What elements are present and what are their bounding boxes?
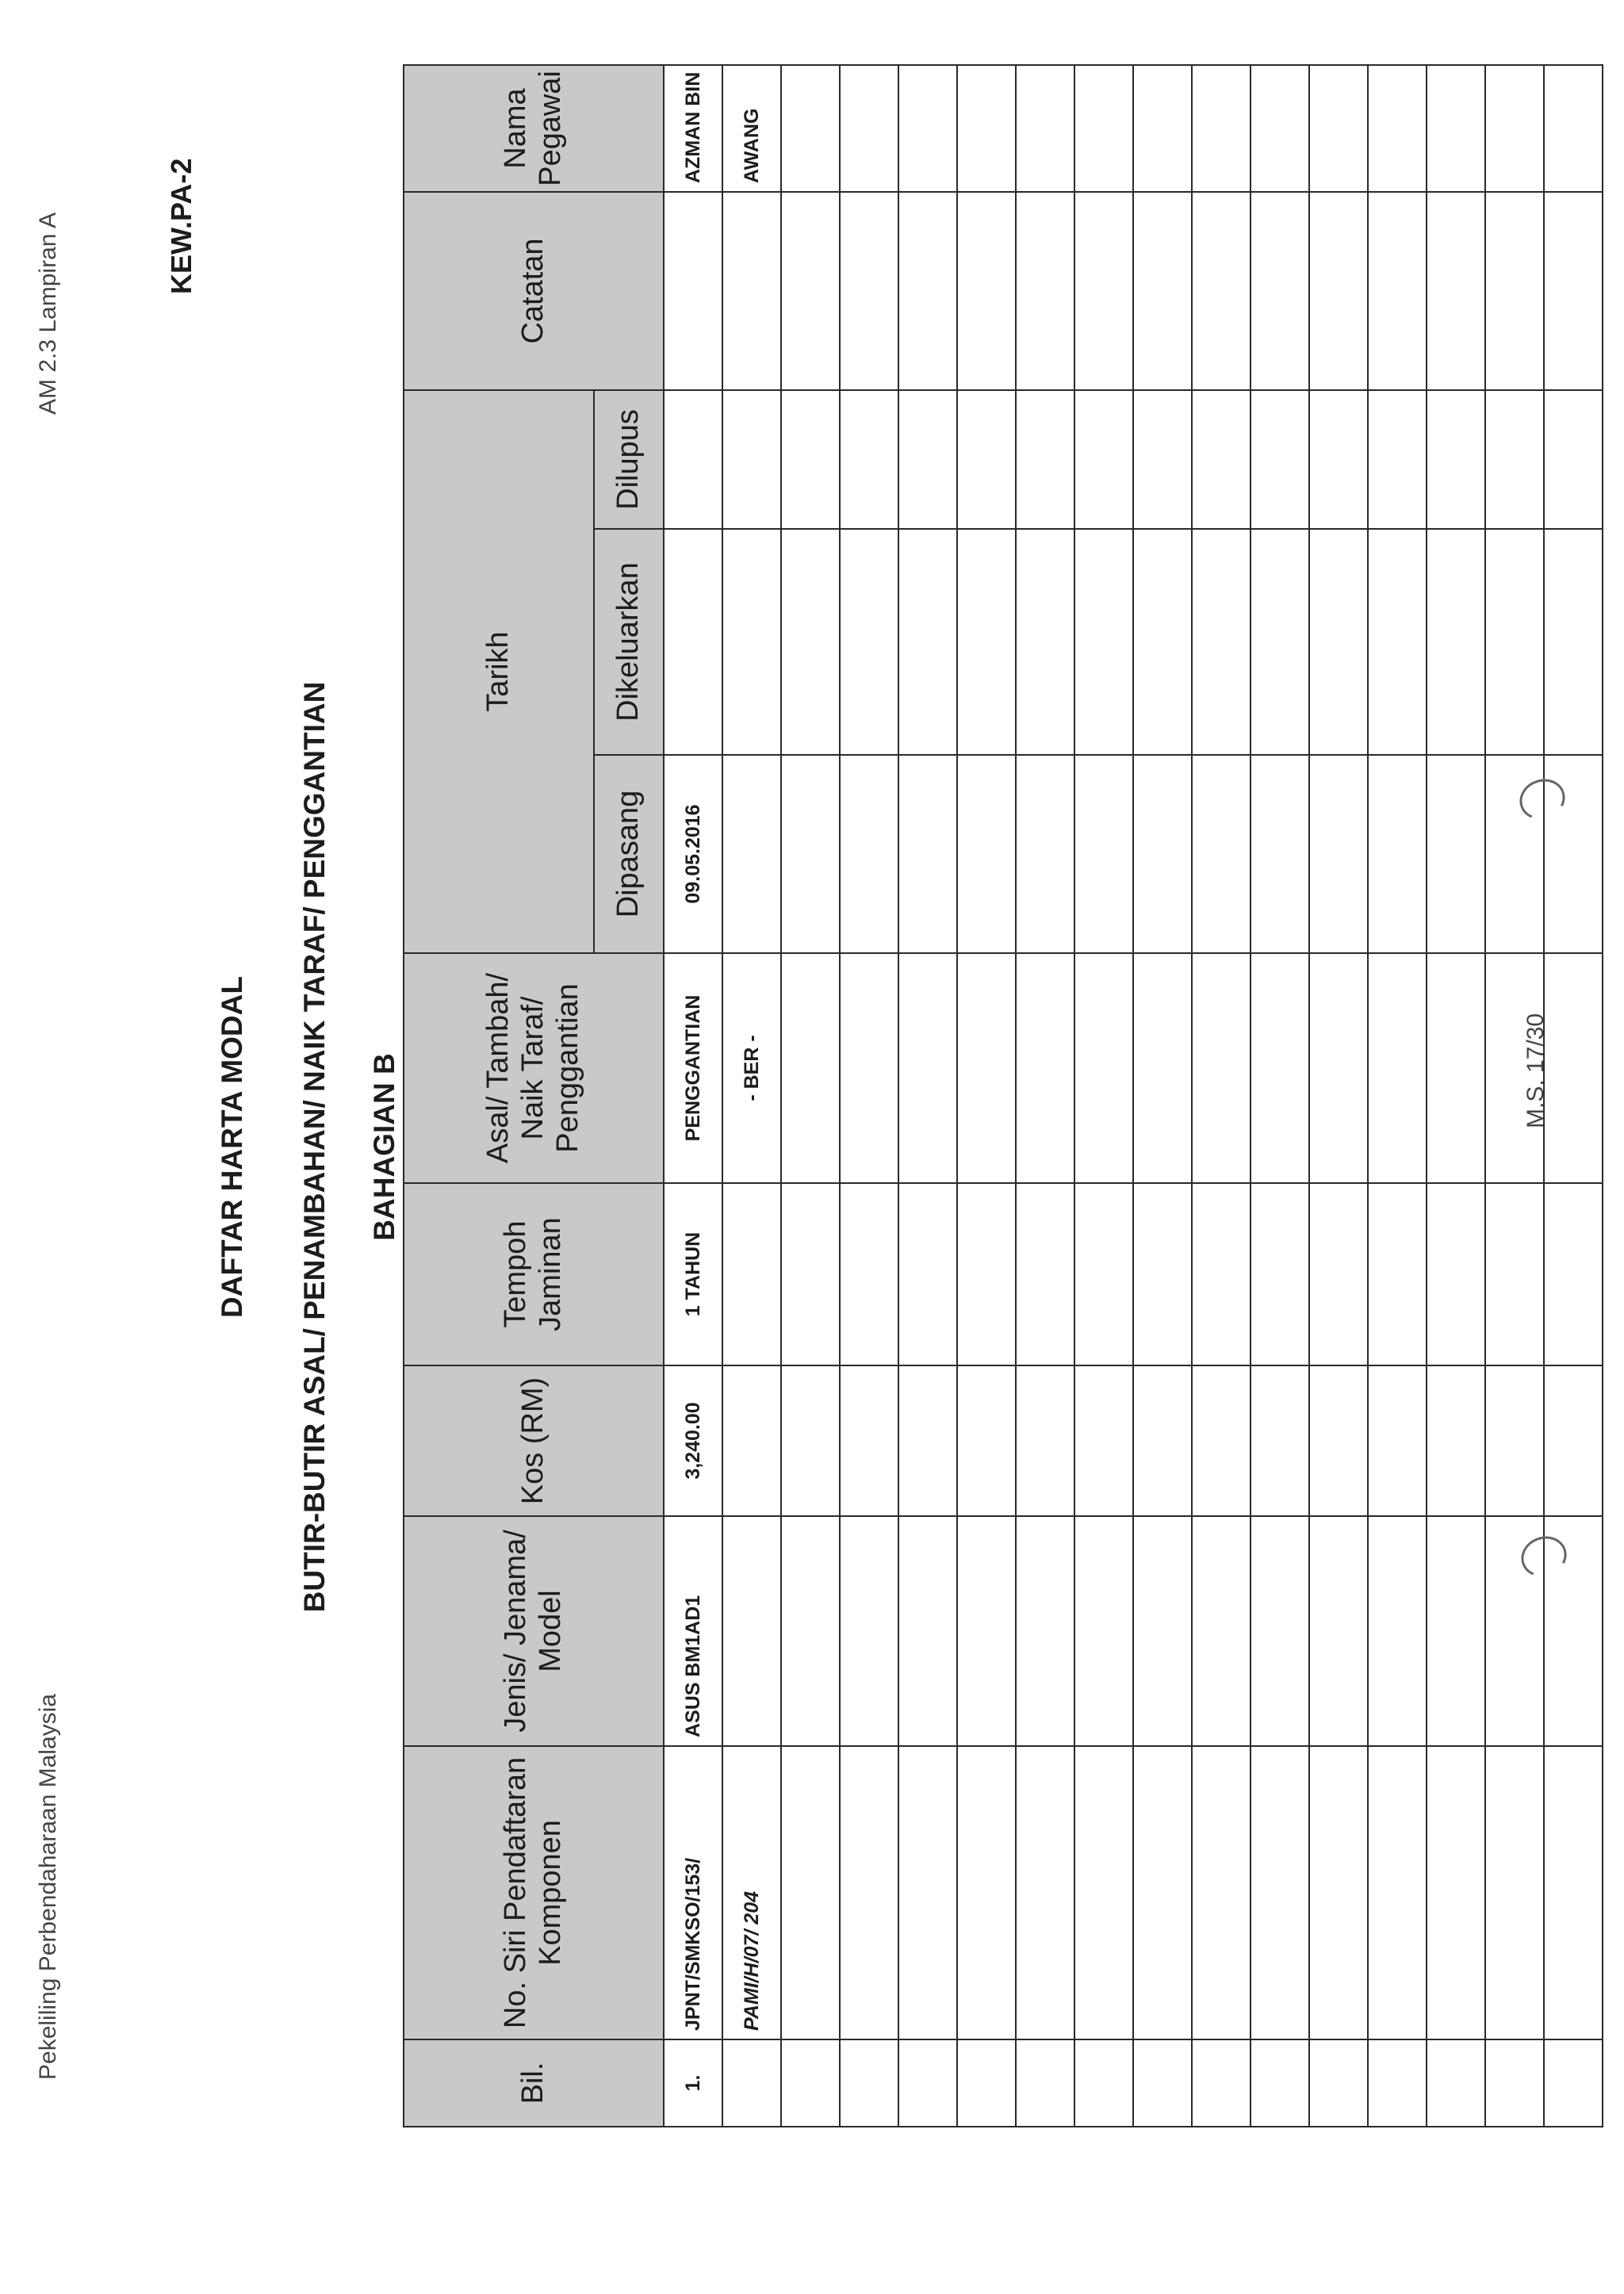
cell-catatan — [664, 192, 722, 390]
cell-dikeluarkan — [840, 529, 898, 755]
cell-dikeluarkan — [957, 529, 1016, 755]
cell-dilupus — [1074, 390, 1133, 529]
cell-catatan — [781, 192, 840, 390]
cell-jenis — [1074, 1516, 1133, 1746]
cell-tempoh — [1133, 1183, 1192, 1365]
cell-nama — [1427, 65, 1485, 192]
section-title: BAHAGIAN B — [368, 1053, 400, 1241]
table-row — [1368, 65, 1427, 2127]
cell-kos — [957, 1365, 1016, 1516]
cell-dilupus — [1485, 390, 1544, 529]
cell-catatan — [1074, 192, 1133, 390]
cell-catatan — [1192, 192, 1251, 390]
cell-nama — [1133, 65, 1192, 192]
cell-dikeluarkan — [781, 529, 840, 755]
cell-no-siri: JPNT/SMKSO/153/ — [664, 1746, 722, 2039]
cell-dilupus — [898, 390, 957, 529]
cell-dilupus — [781, 390, 840, 529]
cell-bil — [1133, 2039, 1192, 2127]
page-number: M.S. 17/30 — [1522, 1013, 1549, 1128]
cell-tempoh — [957, 1183, 1016, 1365]
cell-jenis — [1309, 1516, 1368, 1746]
cell-asal: - BER - — [722, 953, 781, 1183]
cell-kos — [840, 1365, 898, 1516]
col-header-kos: Kos (RM) — [404, 1365, 664, 1516]
cell-bil — [1368, 2039, 1427, 2127]
cell-catatan — [1309, 192, 1368, 390]
cell-dikeluarkan — [1485, 529, 1544, 755]
cell-no-siri — [1309, 1746, 1368, 2039]
cell-catatan — [1427, 192, 1485, 390]
col-header-dilupus: Dilupus — [594, 390, 664, 529]
cell-catatan — [957, 192, 1016, 390]
cell-no-siri: PAMI/H/07/ 204 — [722, 1746, 781, 2039]
cell-tempoh — [840, 1183, 898, 1365]
cell-dikeluarkan — [1427, 529, 1485, 755]
cell-tempoh — [1074, 1183, 1133, 1365]
cell-nama — [781, 65, 840, 192]
cell-bil — [1016, 2039, 1074, 2127]
cell-jenis — [1368, 1516, 1427, 1746]
cell-dikeluarkan — [1192, 529, 1251, 755]
cell-dilupus — [840, 390, 898, 529]
cell-bil — [1309, 2039, 1368, 2127]
table-row — [1544, 65, 1603, 2127]
cell-kos — [1368, 1365, 1427, 1516]
cell-no-siri — [840, 1746, 898, 2039]
cell-bil — [898, 2039, 957, 2127]
cell-asal — [1133, 953, 1192, 1183]
table-row — [1192, 65, 1251, 2127]
cell-dikeluarkan — [1016, 529, 1074, 755]
cell-bil — [957, 2039, 1016, 2127]
cell-asal — [1427, 953, 1485, 1183]
cell-dilupus — [1368, 390, 1427, 529]
cell-kos — [898, 1365, 957, 1516]
cell-asal — [1251, 953, 1309, 1183]
cell-dipasang — [898, 755, 957, 953]
cell-kos — [1074, 1365, 1133, 1516]
cell-jenis — [1133, 1516, 1192, 1746]
table-row — [1309, 65, 1368, 2127]
cell-bil — [1485, 2039, 1544, 2127]
cell-asal — [898, 953, 957, 1183]
cell-kos — [1192, 1365, 1251, 1516]
cell-nama — [1251, 65, 1309, 192]
cell-no-siri — [1485, 1746, 1544, 2039]
cell-catatan — [1368, 192, 1427, 390]
cell-dikeluarkan — [898, 529, 957, 755]
cell-dipasang — [722, 755, 781, 953]
cell-catatan — [1544, 192, 1603, 390]
cell-dilupus — [1309, 390, 1368, 529]
cell-tempoh — [1427, 1183, 1485, 1365]
cell-kos — [1133, 1365, 1192, 1516]
cell-nama — [1074, 65, 1133, 192]
cell-dilupus — [1544, 390, 1603, 529]
cell-tempoh — [898, 1183, 957, 1365]
page-subtitle: BUTIR-BUTIR ASAL/ PENAMBAHAN/ NAIK TARAF/ PENGGANTIAN — [298, 681, 331, 1613]
publisher-header: Pekeliling Perbendaharaan Malaysia — [35, 1694, 61, 2080]
cell-no-siri — [1368, 1746, 1427, 2039]
cell-dilupus — [1192, 390, 1251, 529]
cell-dikeluarkan — [1368, 529, 1427, 755]
cell-kos — [722, 1365, 781, 1516]
cell-nama — [840, 65, 898, 192]
cell-asal — [1016, 953, 1074, 1183]
cell-dipasang — [1368, 755, 1427, 953]
col-header-tarikh: Tarikh — [404, 390, 594, 953]
col-header-catatan: Catatan — [404, 192, 664, 390]
cell-no-siri — [1016, 1746, 1074, 2039]
table-row — [664, 65, 722, 2127]
cell-asal — [957, 953, 1016, 1183]
cell-catatan — [722, 192, 781, 390]
cell-catatan — [840, 192, 898, 390]
cell-dipasang — [1251, 755, 1309, 953]
cell-kos — [1485, 1365, 1544, 1516]
cell-dilupus — [1016, 390, 1074, 529]
cell-jenis — [840, 1516, 898, 1746]
cell-bil — [1251, 2039, 1309, 2127]
cell-dilupus — [1133, 390, 1192, 529]
table-row — [1427, 65, 1485, 2127]
cell-nama: AZMAN BIN — [664, 65, 722, 192]
cell-dikeluarkan — [1074, 529, 1133, 755]
cell-asal — [1074, 953, 1133, 1183]
table-row — [1251, 65, 1309, 2127]
cell-bil — [1427, 2039, 1485, 2127]
cell-bil — [781, 2039, 840, 2127]
col-header-no-siri: No. Siri Pendaftaran Komponen — [404, 1746, 664, 2039]
cell-dikeluarkan — [1309, 529, 1368, 755]
cell-dipasang: 09.05.2016 — [664, 755, 722, 953]
cell-tempoh — [1544, 1183, 1603, 1365]
cell-dikeluarkan — [722, 529, 781, 755]
cell-no-siri — [781, 1746, 840, 2039]
cell-jenis — [1427, 1516, 1485, 1746]
cell-nama — [1485, 65, 1544, 192]
cell-no-siri — [898, 1746, 957, 2039]
col-header-asal: Asal/ Tambah/ Naik Taraf/ Penggantian — [404, 953, 664, 1183]
cell-tempoh — [1309, 1183, 1368, 1365]
cell-jenis — [1192, 1516, 1251, 1746]
table-row — [1133, 65, 1192, 2127]
cell-tempoh — [781, 1183, 840, 1365]
cell-bil — [840, 2039, 898, 2127]
cell-asal — [781, 953, 840, 1183]
table-row — [957, 65, 1016, 2127]
cell-dipasang — [1309, 755, 1368, 953]
cell-kos — [1544, 1365, 1603, 1516]
cell-tempoh — [1368, 1183, 1427, 1365]
cell-nama — [1016, 65, 1074, 192]
cell-jenis — [1016, 1516, 1074, 1746]
cell-dilupus — [1251, 390, 1309, 529]
cell-catatan — [898, 192, 957, 390]
cell-dipasang — [1427, 755, 1485, 953]
cell-kos — [781, 1365, 840, 1516]
cell-nama — [1309, 65, 1368, 192]
col-header-jenis: Jenis/ Jenama/ Model — [404, 1516, 664, 1746]
cell-asal — [1309, 953, 1368, 1183]
cell-catatan — [1485, 192, 1544, 390]
col-header-nama: Nama Pegawai — [404, 65, 664, 192]
cell-dilupus — [722, 390, 781, 529]
cell-jenis — [722, 1516, 781, 1746]
cell-dilupus — [664, 390, 722, 529]
cell-dipasang — [840, 755, 898, 953]
cell-nama — [1368, 65, 1427, 192]
cell-no-siri — [1074, 1746, 1133, 2039]
cell-bil: 1. — [664, 2039, 722, 2127]
cell-tempoh — [1251, 1183, 1309, 1365]
cell-no-siri — [957, 1746, 1016, 2039]
cell-asal — [1544, 953, 1603, 1183]
cell-asal — [1192, 953, 1251, 1183]
cell-kos — [1251, 1365, 1309, 1516]
asset-register-table — [403, 64, 1603, 2127]
cell-dipasang — [1192, 755, 1251, 953]
form-code: KEW.PA-2 — [165, 158, 197, 294]
cell-nama — [1544, 65, 1603, 192]
cell-asal — [1368, 953, 1427, 1183]
table-row — [1016, 65, 1074, 2127]
cell-nama — [898, 65, 957, 192]
cell-asal: PENGGANTIAN — [664, 953, 722, 1183]
cell-dikeluarkan — [1544, 529, 1603, 755]
col-header-tempoh: Tempoh Jaminan — [404, 1183, 664, 1365]
cell-nama: AWANG — [722, 65, 781, 192]
cell-no-siri — [1192, 1746, 1251, 2039]
cell-jenis — [957, 1516, 1016, 1746]
table-row — [1074, 65, 1133, 2127]
cell-dikeluarkan — [1133, 529, 1192, 755]
cell-catatan — [1133, 192, 1192, 390]
cell-no-siri — [1133, 1746, 1192, 2039]
cell-catatan — [1016, 192, 1074, 390]
cell-no-siri — [1427, 1746, 1485, 2039]
cell-dipasang — [781, 755, 840, 953]
cell-kos — [1427, 1365, 1485, 1516]
cell-bil — [1074, 2039, 1133, 2127]
cell-tempoh — [1016, 1183, 1074, 1365]
cell-tempoh: 1 TAHUN — [664, 1183, 722, 1365]
cell-nama — [957, 65, 1016, 192]
table-row — [722, 65, 781, 2127]
cell-dikeluarkan — [664, 529, 722, 755]
cell-jenis — [898, 1516, 957, 1746]
cell-dipasang — [1133, 755, 1192, 953]
table-row — [840, 65, 898, 2127]
cell-dilupus — [1427, 390, 1485, 529]
cell-jenis: ASUS BM1AD1 — [664, 1516, 722, 1746]
cell-tempoh — [1192, 1183, 1251, 1365]
reference-header: AM 2.3 Lampiran A — [35, 212, 61, 415]
cell-tempoh — [722, 1183, 781, 1365]
cell-no-siri — [1544, 1746, 1603, 2039]
col-header-dipasang: Dipasang — [594, 755, 664, 953]
cell-dipasang — [1074, 755, 1133, 953]
cell-dilupus — [957, 390, 1016, 529]
cell-kos — [1309, 1365, 1368, 1516]
cell-kos: 3,240.00 — [664, 1365, 722, 1516]
cell-nama — [1192, 65, 1251, 192]
cell-bil — [1544, 2039, 1603, 2127]
cell-jenis — [781, 1516, 840, 1746]
cell-kos — [1016, 1365, 1074, 1516]
col-header-bil: Bil. — [404, 2039, 664, 2127]
col-header-dikeluarkan: Dikeluarkan — [594, 529, 664, 755]
cell-dipasang — [957, 755, 1016, 953]
table-row — [898, 65, 957, 2127]
cell-catatan — [1251, 192, 1309, 390]
cell-asal — [840, 953, 898, 1183]
cell-bil — [722, 2039, 781, 2127]
cell-dipasang — [1016, 755, 1074, 953]
cell-dikeluarkan — [1251, 529, 1309, 755]
table-row — [781, 65, 840, 2127]
cell-no-siri — [1251, 1746, 1309, 2039]
cell-jenis — [1251, 1516, 1309, 1746]
cell-tempoh — [1485, 1183, 1544, 1365]
page-title: DAFTAR HARTA MODAL — [216, 976, 248, 1318]
cell-bil — [1192, 2039, 1251, 2127]
